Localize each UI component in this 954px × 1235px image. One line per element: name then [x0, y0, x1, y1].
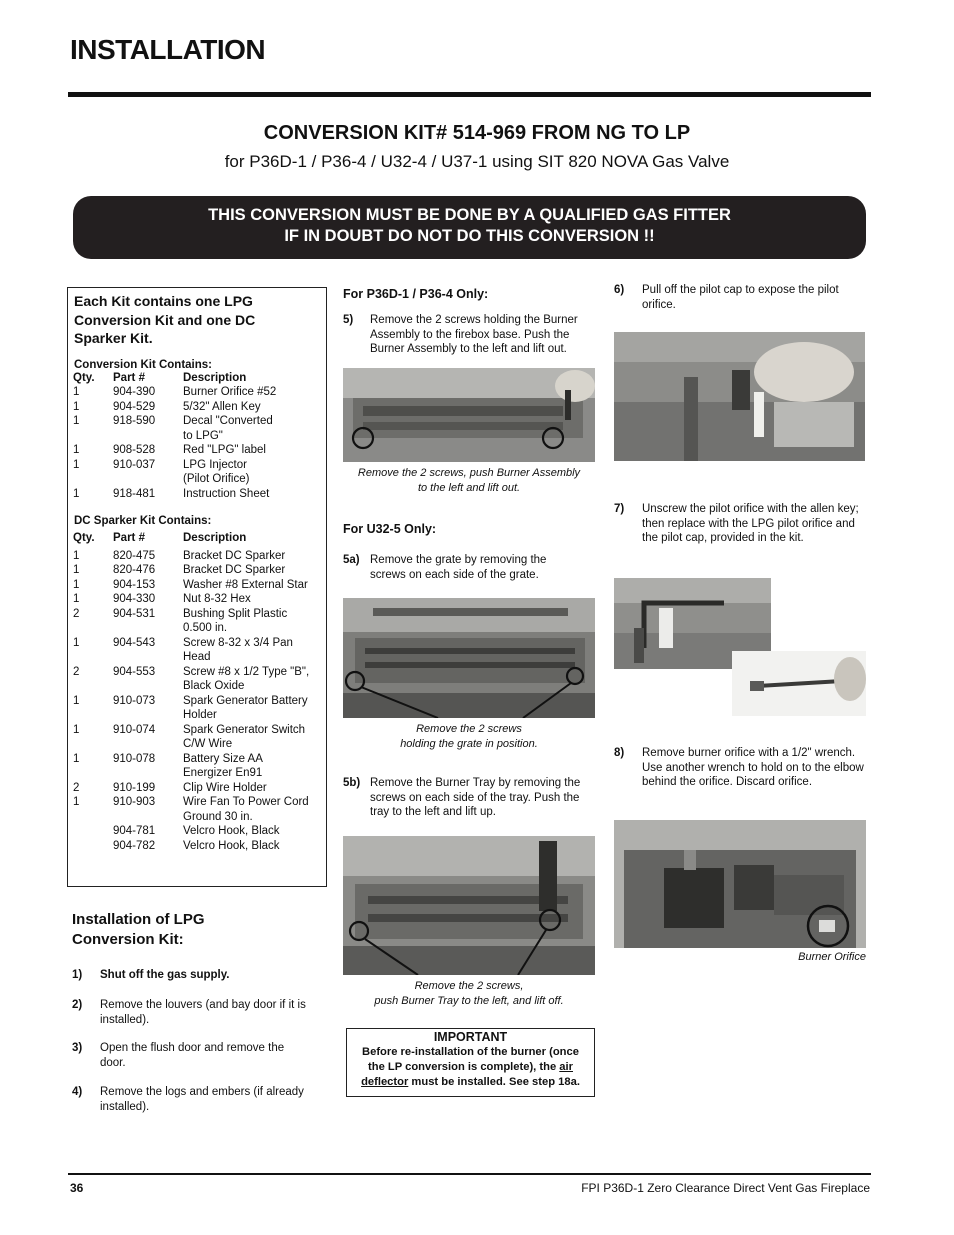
description-cell: Nut 8-32 Hex [183, 593, 251, 605]
table-row [73, 810, 321, 825]
table-row [73, 621, 321, 636]
part-cell [113, 429, 183, 444]
qty-cell: 1 [73, 723, 80, 736]
qty-cell [73, 472, 113, 487]
part-cell: 908-528 [113, 444, 156, 456]
description-cell: LPG Injector [183, 458, 247, 471]
sparker-kit-table [73, 531, 321, 853]
description-cell: Bushing Split Plastic [183, 607, 288, 620]
qty-cell: 2 [73, 607, 80, 620]
table-row [73, 487, 321, 502]
qty-cell [73, 650, 113, 665]
caption-line: Remove the 2 screws [416, 723, 522, 735]
burner-assembly-photo [343, 368, 595, 462]
column-header: Qty. [73, 371, 95, 384]
part-cell [113, 810, 183, 825]
qty-cell [73, 621, 113, 636]
sparker-kit-title: DC Sparker Kit Contains: [74, 515, 212, 527]
qty-cell [73, 824, 113, 839]
column-header: Description [183, 371, 247, 384]
description-cell: Red "LPG" label [183, 444, 266, 456]
table-row [73, 400, 321, 415]
footer-document-title: FPI P36D-1 Zero Clearance Direct Vent Gas Fireplace [581, 1181, 870, 1195]
page-title: INSTALLATION [70, 34, 266, 65]
qty-cell: 1 [73, 694, 80, 707]
table-row [73, 472, 321, 487]
part-cell: 918-481 [113, 487, 156, 500]
installation-heading [72, 910, 205, 950]
step-number: 5a) [343, 554, 360, 566]
step-number: 8) [614, 747, 625, 759]
table-row [73, 443, 321, 458]
burner-orifice-caption: Burner Orifice [798, 951, 866, 963]
step-6 [614, 283, 864, 312]
table-row [73, 723, 321, 738]
step-5b [343, 776, 598, 820]
step-text: Pull off the pilot cap to expose the pilot orifice. [642, 284, 839, 311]
table-row [73, 737, 321, 752]
part-cell: 904-782 [113, 839, 156, 852]
qty-cell: 1 [73, 593, 80, 605]
step-5a [343, 553, 598, 582]
table-row [73, 385, 321, 400]
install-step-4 [72, 1085, 327, 1114]
warning-banner [73, 196, 866, 259]
install-step-2 [72, 998, 327, 1027]
table-row [73, 694, 321, 709]
table-row [73, 592, 321, 607]
part-cell [113, 679, 183, 694]
table-row [73, 795, 321, 810]
part-cell: 910-199 [113, 781, 156, 794]
table-row [73, 607, 321, 622]
description-cell: Bracket DC Sparker [183, 549, 286, 562]
kit-heading-line: Sparker Kit. [74, 330, 153, 346]
step-number: 4) [72, 1086, 83, 1098]
part-cell [113, 472, 183, 487]
important-line-3 [347, 1075, 594, 1090]
table-row [73, 429, 321, 444]
page-number: 36 [70, 1181, 84, 1195]
qty-cell [73, 679, 113, 694]
kit-heading-line: Conversion Kit and one DC [74, 311, 256, 328]
qty-cell: 1 [73, 564, 80, 576]
step-text: Remove the louvers (and bay door if it is installed). [100, 999, 306, 1026]
burner-tray-photo [343, 836, 595, 975]
qty-cell: 2 [73, 665, 80, 678]
important-title: IMPORTANT [433, 1030, 508, 1044]
important-text: the LP conversion is complete), the [368, 1061, 560, 1073]
qty-cell: 1 [73, 549, 80, 562]
kit-heading-line: Each Kit contains one LPG [74, 293, 253, 309]
installation-heading-line: Conversion Kit: [72, 931, 184, 948]
qty-cell [73, 766, 113, 781]
caption-line: Remove the 2 screws, [414, 980, 524, 992]
description-cell: Spark Generator Battery [183, 694, 308, 707]
description-cell: Black Oxide [183, 680, 245, 692]
step-text: Remove the grate by removing the screws on each side of the grate. [370, 554, 547, 581]
kit-contents-heading [74, 292, 321, 348]
description-cell: Head [183, 651, 211, 663]
qty-cell: 2 [73, 781, 80, 794]
step-text: Remove the logs and embers (if already installed). [100, 1086, 304, 1113]
table-header-row [73, 531, 321, 549]
part-cell: 910-037 [113, 458, 156, 471]
part-cell [113, 737, 183, 752]
description-cell: Velcro Hook, Black [183, 825, 280, 837]
qty-cell [73, 737, 113, 752]
description-cell: Spark Generator Switch [183, 723, 306, 736]
part-cell: 904-531 [113, 607, 156, 620]
part-cell: 910-074 [113, 723, 156, 736]
kit-title: CONVERSION KIT# 514-969 FROM NG TO LP [263, 122, 691, 144]
important-line-2 [347, 1060, 594, 1075]
step-7 [614, 502, 864, 546]
table-row [73, 458, 321, 473]
description-cell: Burner Orifice #52 [183, 386, 277, 398]
table-row [73, 679, 321, 694]
installation-heading-line: Installation of LPG [72, 911, 205, 928]
part-cell: 820-476 [113, 564, 156, 576]
step-text: Unscrew the pilot orifice with the allen key; then replace with the LPG pilot orifice and the pilot cap, provided in the kit. [642, 503, 859, 544]
step-text: Remove the 2 screws holding the Burner Assembly to the firebox base. Push the Burner Assembly to the left and lift out. [370, 314, 578, 355]
description-cell: Washer #8 External Star [183, 578, 308, 591]
warning-line-1: THIS CONVERSION MUST BE DONE BY A QUALIFIED GAS FITTER [208, 206, 731, 224]
kit-contents-box [67, 287, 327, 887]
table-row [73, 549, 321, 564]
description-cell: (Pilot Orifice) [183, 473, 250, 485]
qty-cell: 1 [73, 487, 80, 500]
step-5 [343, 313, 598, 357]
part-cell: 820-475 [113, 549, 156, 562]
description-cell: Bracket DC Sparker [183, 564, 286, 576]
step-number: 2) [72, 999, 83, 1011]
install-step-1 [72, 968, 327, 983]
caption-line: holding the grate in position. [400, 738, 538, 750]
step-number: 6) [614, 284, 625, 296]
part-cell: 918-590 [113, 415, 156, 427]
description-cell: Screw 8-32 x 3/4 Pan [183, 636, 293, 649]
qty-cell [73, 839, 113, 854]
part-cell [113, 766, 183, 781]
column-header: Qty. [73, 532, 95, 544]
table-header-row [73, 371, 321, 386]
part-cell: 904-529 [113, 400, 156, 413]
description-cell: Wire Fan To Power Cord [183, 796, 309, 808]
column-header: Description [183, 532, 247, 544]
burner-orifice-photo [614, 820, 866, 948]
pilot-orifice-photo [732, 651, 866, 716]
step-number: 3) [72, 1042, 83, 1054]
part-cell [113, 621, 183, 636]
table-row [73, 414, 321, 429]
table-row [73, 781, 321, 796]
caption-line: Remove the 2 screws, push Burner Assembly [357, 467, 581, 479]
qty-cell: 1 [73, 386, 80, 398]
table-row [73, 708, 321, 723]
description-cell: 0.500 in. [183, 622, 228, 634]
description-cell: Decal "Converted [183, 415, 273, 427]
part-cell: 904-153 [113, 578, 156, 591]
table-row [73, 563, 321, 578]
description-cell: Velcro Hook, Black [183, 839, 280, 852]
important-line-1: Before re-installation of the burner (once [362, 1046, 579, 1058]
grate-caption [340, 722, 598, 752]
column-header: Part # [113, 532, 145, 544]
warning-line-2: IF IN DOUBT DO NOT DO THIS CONVERSION !! [284, 227, 655, 245]
part-cell [113, 708, 183, 723]
description-cell: Battery Size AA [183, 752, 263, 765]
footer-divider [68, 1173, 871, 1175]
table-row [73, 665, 321, 680]
part-cell: 904-390 [113, 386, 156, 398]
kit-subtitle: for P36D-1 / P36-4 / U32-4 / U37-1 using SIT 820 NOVA Gas Valve [224, 152, 730, 171]
grate-photo [343, 598, 595, 718]
table-row [73, 650, 321, 665]
qty-cell: 1 [73, 796, 80, 808]
burner-assembly-caption [340, 466, 598, 496]
qty-cell: 1 [73, 636, 80, 649]
pilot-cap-photo [614, 332, 865, 461]
u32-section-heading: For U32-5 Only: [343, 522, 437, 536]
description-cell: Clip Wire Holder [183, 781, 267, 794]
part-cell: 910-078 [113, 752, 156, 765]
qty-cell: 1 [73, 752, 80, 765]
step-text: Shut off the gas supply. [100, 969, 230, 981]
table-row [73, 636, 321, 651]
step-text: Remove burner orifice with a 1/2" wrench. Use another wrench to hold on to the elbow behind the orifice. Discard orifice. [642, 747, 864, 788]
step-number: 1) [72, 969, 83, 981]
air-deflector-link: deflector [361, 1076, 409, 1088]
description-cell: Holder [183, 709, 217, 721]
qty-cell [73, 708, 113, 723]
part-cell: 910-073 [113, 694, 156, 707]
qty-cell [73, 429, 113, 444]
burner-tray-caption [340, 979, 598, 1009]
p36-section-heading: For P36D-1 / P36-4 Only: [343, 287, 489, 301]
table-row [73, 752, 321, 767]
table-row [73, 824, 321, 839]
qty-cell [73, 810, 113, 825]
step-number: 7) [614, 503, 625, 515]
description-cell: Ground 30 in. [183, 810, 253, 823]
part-cell: 904-781 [113, 825, 156, 837]
qty-cell: 1 [73, 415, 80, 427]
step-number: 5) [343, 314, 354, 326]
description-cell: Instruction Sheet [183, 487, 270, 500]
air-deflector-link: air [559, 1061, 573, 1073]
important-text: must be installed. See step 18a. [408, 1076, 580, 1088]
part-cell [113, 650, 183, 665]
part-cell: 904-543 [113, 636, 156, 649]
description-cell: 5/32" Allen Key [183, 400, 261, 413]
conversion-kit-title: Conversion Kit Contains: [74, 358, 213, 371]
description-cell: to LPG" [183, 429, 223, 442]
part-cell: 904-330 [113, 593, 156, 605]
title-divider [68, 92, 871, 97]
table-row [73, 578, 321, 593]
column-header: Part # [113, 371, 145, 384]
conversion-kit-table [73, 371, 321, 502]
caption-line: to the left and lift out. [417, 482, 521, 494]
step-text: Open the flush door and remove the door. [100, 1042, 285, 1069]
qty-cell: 1 [73, 400, 80, 413]
caption-line: push Burner Tray to the left, and lift off. [374, 995, 564, 1007]
install-step-3 [72, 1041, 327, 1070]
qty-cell: 1 [73, 578, 80, 591]
step-8 [614, 746, 864, 790]
part-cell: 910-903 [113, 796, 156, 808]
description-cell: Energizer En91 [183, 767, 263, 779]
qty-cell: 1 [73, 458, 80, 471]
step-text: Remove the Burner Tray by removing the screws on each side of the tray. Push the tray to the left and lift up. [370, 777, 581, 818]
table-row [73, 766, 321, 781]
part-cell: 904-553 [113, 665, 156, 678]
description-cell: Screw #8 x 1/2 Type "B", [183, 665, 310, 678]
important-notice-box [346, 1028, 595, 1097]
table-row [73, 839, 321, 854]
description-cell: C/W Wire [183, 738, 233, 750]
qty-cell: 1 [73, 444, 80, 456]
step-number: 5b) [343, 777, 361, 789]
